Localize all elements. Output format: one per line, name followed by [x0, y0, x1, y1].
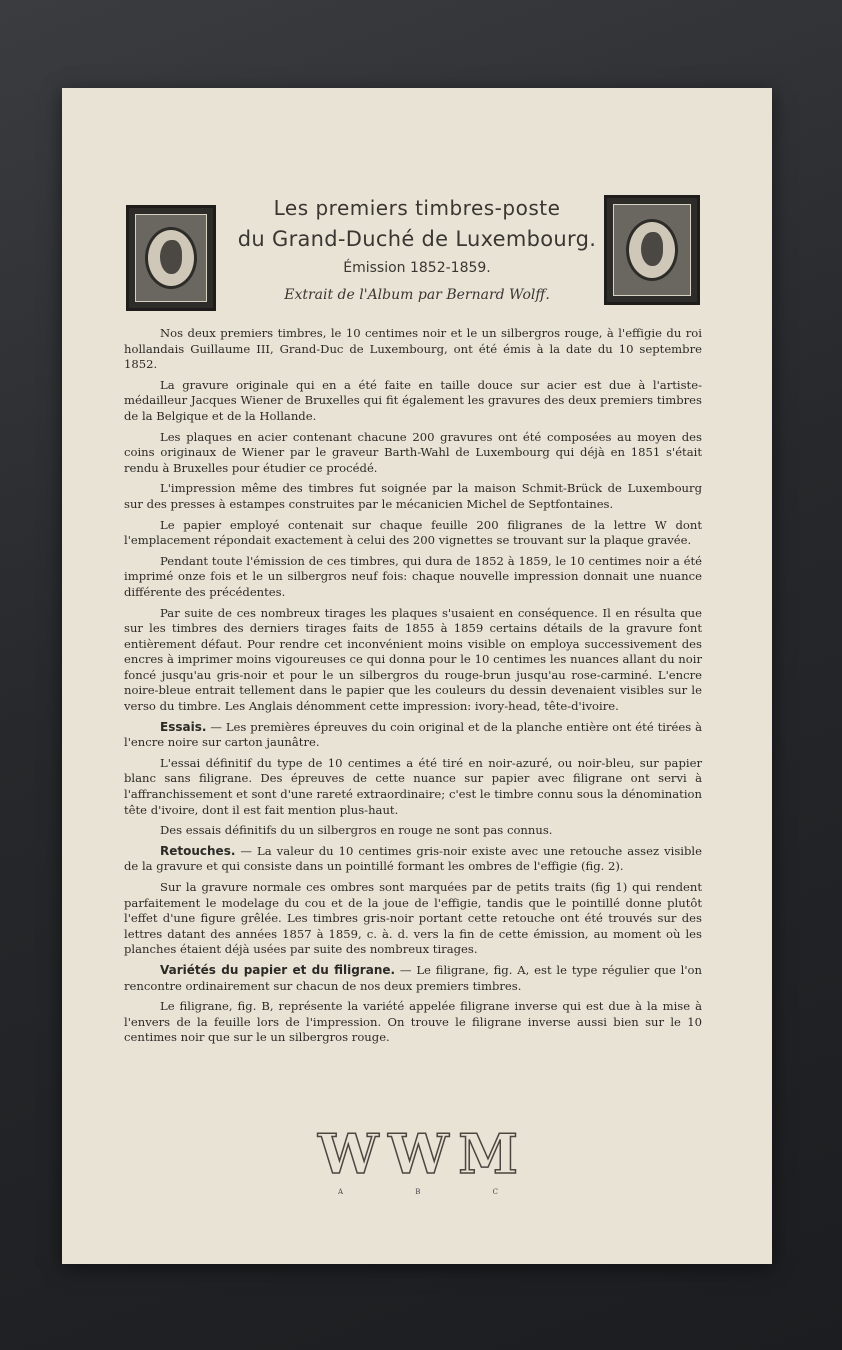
watermark-figures [318, 1124, 518, 1184]
paragraph: L'essai définitif du type de 10 centimes a été tiré en noir-azuré, ou noir-bleu, sur papier blanc sans filigrane. Des épreuves de cette nuance sur papier avec filigrane ont servi à l'affranchissement et sont d'une rareté extraordinaire; c'est le timbre connu sous la dénomination tête d'ivoire, dont il est fait mention plus-haut. [124, 755, 702, 817]
essais-text: — Les premières épreuves du coin original et de la planche entière ont été tirées à l'encre noire sur carton jaunâtre. [124, 719, 702, 750]
watermark-letter-a: W [318, 1122, 379, 1186]
title-emission: Émission 1852-1859. [343, 260, 491, 276]
retouches-section [124, 844, 702, 875]
document-card [62, 88, 772, 1264]
paragraph: La gravure originale qui en a été faite en taille douce sur acier est due à l'artiste-médailleur Jacques Wiener de Bruxelles qui fit également les gravures des deux premiers timbres de la Belgique et de la Hollande. [124, 377, 702, 423]
watermark-labels [338, 1188, 498, 1196]
body-text [124, 326, 702, 1051]
title-line-1: Les premiers timbres-poste [273, 196, 561, 220]
stamp-image-right [604, 195, 700, 305]
essais-heading: Essais. [160, 719, 207, 734]
paragraph: L'impression même des timbres fut soignée par la maison Schmit-Brück de Luxembourg sur des presses à estampes construites par le mécanicien Michel de Septfontaines. [124, 481, 702, 511]
paragraph: Sur la gravure normale ces ombres sont marquées par de petits traits (fig 1) qui rendent parfaitement le modelage du cou et de la joue de l'effigie, tandis que le pointillé donne plutôt l'effet d'une figure grêlée. Les timbres gris-noir portant cette retouche ont été trouvés sur des lettres datant des années 1857 à 1859, c. à. d. vers la fin de cette émission, au moment où les planches étaient déjà usées par suite des nombreux tirages. [124, 880, 702, 957]
retouches-heading: Retouches. [160, 843, 236, 858]
title-line-2: du Grand-Duché de Luxembourg. [237, 227, 597, 251]
paragraph: Nos deux premiers timbres, le 10 centimes noir et le un silbergros rouge, à l'effigie du roi hollandais Guillaume III, Grand-Duc de Luxembourg, ont été émis à la date du 10 septembre 1852. [124, 326, 702, 372]
stamp-image-left [126, 205, 216, 311]
watermark-label-c: C [492, 1188, 498, 1196]
watermark-label-b: B [415, 1188, 421, 1196]
paragraph: Pendant toute l'émission de ces timbres, qui dura de 1852 à 1859, le 10 centimes noir a été imprimé onze fois et le un silbergros neuf fois: chaque nouvelle impression donnait une nuance différente des précédentes. [124, 553, 702, 599]
watermark-letter-b: W [388, 1122, 449, 1186]
varietes-section [124, 963, 702, 994]
essais-section [124, 720, 702, 751]
paragraph: Des essais définitifs du un silbergros en rouge ne sont pas connus. [160, 823, 553, 838]
watermark-label-a: A [338, 1188, 344, 1196]
paragraph: Par suite de ces nombreux tirages les plaques s'usaient en conséquence. Il en résulta que sur les timbres des derniers tirages faits de 1855 à 1859 certains détails de la gravure font entièrement défaut. Pour rendre cet inconvénient moins visible on employa successivement des encres à imprimer moins vigoureuses ce qui donna pour le 10 centimes les nuances allant du noir foncé jusqu'au gris-noir et pour le un silbergros du rouge-brun jusqu'au rose-carminé. L'encre noire-bleue entrait tellement dans le papier que les couleurs du dessin devenaient visibles sur le verso du timbre. Les Anglais dénomment cette impression: ivory-head, tête-d'ivoire. [124, 605, 702, 714]
watermark-letter-c: M [458, 1122, 518, 1186]
retouches-text: — La valeur du 10 centimes gris-noir existe avec une retouche assez visible de la gravure et qui consiste dans un pointillé formant les ombres de l'effigie (fig. 2). [124, 843, 702, 874]
paragraph: Le filigrane, fig. B, représente la variété appelée filigrane inverse qui est due à la mise à l'envers de la feuille lors de l'impression. On trouve le filigrane inverse aussi bien sur le 10 centimes noir que sur le un silbergros rouge. [124, 999, 702, 1045]
varietes-text: — Le filigrane, fig. A, est le type régulier que l'on rencontre ordinairement sur chacun de nos deux premiers timbres. [124, 962, 702, 993]
paragraph: Le papier employé contenait sur chaque feuille 200 filigranes de la lettre W dont l'emplacement répondait exactement à celui des 200 vignettes se trouvant sur la plaque gravée. [124, 517, 702, 548]
title-extract: Extrait de l'Album par Bernard Wolff. [284, 287, 550, 303]
paragraph: Les plaques en acier contenant chacune 200 gravures ont été composées au moyen des coins originaux de Wiener par le graveur Barth-Wahl de Luxembourg qui déjà en 1851 s'était rendu à Bruxelles pour étudier ce procédé. [124, 429, 702, 475]
varietes-heading: Variétés du papier et du filigrane. [160, 962, 396, 977]
